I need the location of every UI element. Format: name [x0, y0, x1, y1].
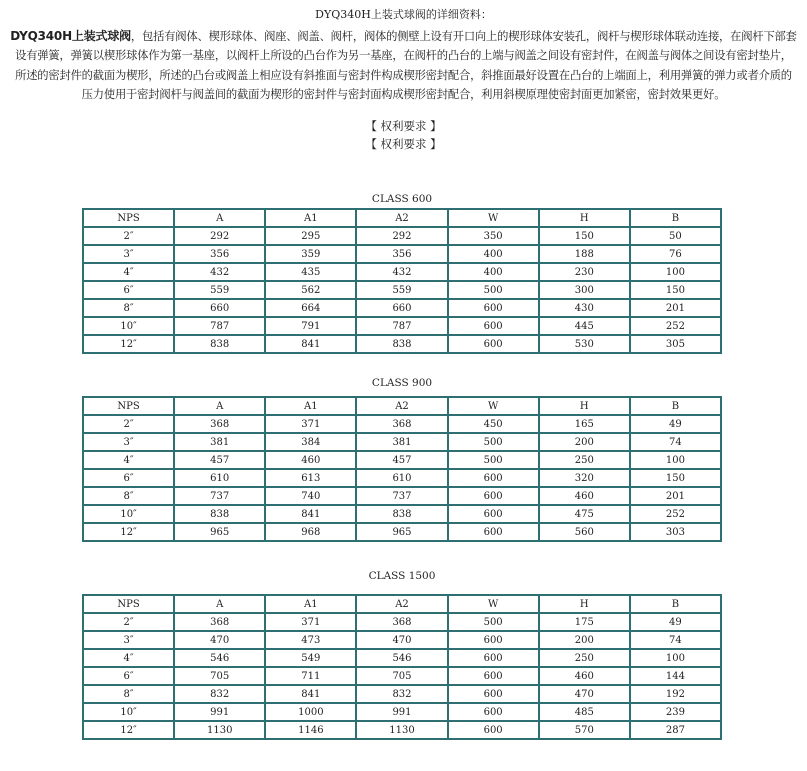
table-cell: 664: [265, 299, 356, 317]
table-cell: 470: [174, 631, 265, 649]
column-header: W: [448, 209, 539, 227]
table-cell: 613: [265, 469, 356, 487]
table-row: [83, 451, 721, 469]
table-cell: 600: [448, 523, 539, 541]
table-row: [83, 487, 721, 505]
class-600-caption: CLASS 600: [371, 193, 433, 205]
table-row: [83, 523, 721, 541]
table-cell: 4″: [83, 263, 174, 281]
table-cell: 100: [630, 451, 721, 469]
table-cell: 500: [448, 281, 539, 299]
table-cell: 252: [630, 317, 721, 335]
table-cell: 610: [174, 469, 265, 487]
column-header: NPS: [83, 397, 174, 415]
table-cell: 200: [539, 631, 630, 649]
table-row: [83, 721, 721, 739]
table-cell: 530: [539, 335, 630, 353]
table-cell: 6″: [83, 469, 174, 487]
table-cell: 450: [448, 415, 539, 433]
table-cell: 838: [174, 505, 265, 523]
table-cell: 560: [539, 523, 630, 541]
column-header: NPS: [83, 595, 174, 613]
table-row: [83, 613, 721, 631]
table-cell: 400: [448, 263, 539, 281]
product-name: DYQ340H上装式球阀: [10, 29, 131, 43]
rights-link-2[interactable]: 【 权利要求 】: [365, 137, 442, 151]
table-cell: 356: [174, 245, 265, 263]
table-row: [83, 317, 721, 335]
table-cell: 430: [539, 299, 630, 317]
class-600-table: [82, 208, 722, 354]
table-cell: 4″: [83, 451, 174, 469]
table-cell: 292: [174, 227, 265, 245]
table-cell: 600: [448, 721, 539, 739]
table-cell: 50: [630, 227, 721, 245]
table-cell: 787: [174, 317, 265, 335]
table-row: [83, 631, 721, 649]
table-cell: 6″: [83, 667, 174, 685]
table-cell: 188: [539, 245, 630, 263]
table-cell: 470: [539, 685, 630, 703]
table-cell: 6″: [83, 281, 174, 299]
table-row: [83, 281, 721, 299]
table-cell: 968: [265, 523, 356, 541]
table-cell: 991: [174, 703, 265, 721]
table-cell: 320: [539, 469, 630, 487]
table-cell: 10″: [83, 505, 174, 523]
table-cell: 165: [539, 415, 630, 433]
table-cell: 2″: [83, 227, 174, 245]
table-cell: 150: [539, 227, 630, 245]
table-cell: 737: [174, 487, 265, 505]
table-cell: 3″: [83, 433, 174, 451]
table-cell: 838: [356, 335, 447, 353]
table-row: [83, 649, 721, 667]
table-cell: 485: [539, 703, 630, 721]
table-cell: 100: [630, 649, 721, 667]
class-900-caption: CLASS 900: [371, 377, 433, 389]
table-cell: 150: [630, 469, 721, 487]
table-row: [83, 335, 721, 353]
table-cell: 600: [448, 487, 539, 505]
table-cell: 287: [630, 721, 721, 739]
table-cell: 991: [356, 703, 447, 721]
table-cell: 838: [174, 335, 265, 353]
table-cell: 457: [174, 451, 265, 469]
table-cell: 1130: [174, 721, 265, 739]
table-cell: 460: [539, 487, 630, 505]
table-cell: 1130: [356, 721, 447, 739]
table-cell: 8″: [83, 299, 174, 317]
table-row: [83, 433, 721, 451]
table-cell: 300: [539, 281, 630, 299]
table-cell: 3″: [83, 631, 174, 649]
column-header: A1: [265, 595, 356, 613]
table-cell: 737: [356, 487, 447, 505]
table-cell: 295: [265, 227, 356, 245]
table-cell: 705: [174, 667, 265, 685]
table-cell: 12″: [83, 335, 174, 353]
table-cell: 562: [265, 281, 356, 299]
table-header-row: [83, 397, 721, 415]
table-cell: 473: [265, 631, 356, 649]
table-row: [83, 505, 721, 523]
table-cell: 4″: [83, 649, 174, 667]
table-cell: 600: [448, 667, 539, 685]
table-cell: 1146: [265, 721, 356, 739]
table-row: [83, 245, 721, 263]
column-header: A2: [356, 209, 447, 227]
table-cell: 381: [174, 433, 265, 451]
table-cell: 368: [174, 415, 265, 433]
table-cell: 600: [448, 317, 539, 335]
column-header: A2: [356, 397, 447, 415]
table-cell: 610: [356, 469, 447, 487]
column-header: A: [174, 397, 265, 415]
column-header: H: [539, 595, 630, 613]
table-cell: 74: [630, 433, 721, 451]
table-cell: 384: [265, 433, 356, 451]
column-header: A2: [356, 595, 447, 613]
class-1500-caption: CLASS 1500: [368, 570, 436, 582]
class-900-table: [82, 396, 722, 542]
table-cell: 292: [356, 227, 447, 245]
table-cell: 965: [174, 523, 265, 541]
column-header: B: [630, 595, 721, 613]
column-header: B: [630, 209, 721, 227]
table-cell: 546: [356, 649, 447, 667]
table-cell: 787: [356, 317, 447, 335]
table-row: [83, 667, 721, 685]
table-cell: 368: [356, 613, 447, 631]
column-header: H: [539, 209, 630, 227]
table-cell: 841: [265, 685, 356, 703]
table-cell: 546: [174, 649, 265, 667]
table-cell: 500: [448, 433, 539, 451]
table-cell: 76: [630, 245, 721, 263]
table-cell: 500: [448, 451, 539, 469]
table-cell: 10″: [83, 317, 174, 335]
table-cell: 600: [448, 469, 539, 487]
table-cell: 74: [630, 631, 721, 649]
table-cell: 600: [448, 299, 539, 317]
table-cell: 600: [448, 631, 539, 649]
table-cell: 445: [539, 317, 630, 335]
table-cell: 841: [265, 335, 356, 353]
table-cell: 460: [265, 451, 356, 469]
table-cell: 2″: [83, 415, 174, 433]
table-cell: 49: [630, 613, 721, 631]
table-cell: 838: [356, 505, 447, 523]
table-cell: 144: [630, 667, 721, 685]
column-header: A: [174, 209, 265, 227]
table-cell: 841: [265, 505, 356, 523]
table-cell: 8″: [83, 685, 174, 703]
table-cell: 368: [356, 415, 447, 433]
table-cell: 660: [174, 299, 265, 317]
column-header: NPS: [83, 209, 174, 227]
table-row: [83, 415, 721, 433]
table-cell: 600: [448, 505, 539, 523]
table-cell: 740: [265, 487, 356, 505]
table-cell: 381: [356, 433, 447, 451]
column-header: A: [174, 595, 265, 613]
table-cell: 400: [448, 245, 539, 263]
table-cell: 1000: [265, 703, 356, 721]
table-cell: 252: [630, 505, 721, 523]
column-header: W: [448, 397, 539, 415]
table-cell: 305: [630, 335, 721, 353]
class-1500-table: [82, 594, 722, 740]
table-cell: 600: [448, 703, 539, 721]
table-cell: 175: [539, 613, 630, 631]
page-heading: DYQ340H上装式球阀的详细资料：: [315, 8, 492, 21]
table-cell: 600: [448, 335, 539, 353]
product-description: [10, 27, 797, 104]
table-row: [83, 469, 721, 487]
table-cell: 460: [539, 667, 630, 685]
column-header: W: [448, 595, 539, 613]
table-cell: 12″: [83, 523, 174, 541]
table-cell: 12″: [83, 721, 174, 739]
table-cell: 432: [356, 263, 447, 281]
table-cell: 570: [539, 721, 630, 739]
table-cell: 660: [356, 299, 447, 317]
table-cell: 832: [174, 685, 265, 703]
rights-link-1[interactable]: 【 权利要求 】: [365, 119, 442, 133]
table-cell: 711: [265, 667, 356, 685]
table-cell: 705: [356, 667, 447, 685]
table-cell: 470: [356, 631, 447, 649]
table-cell: 791: [265, 317, 356, 335]
table-cell: 371: [265, 415, 356, 433]
table-cell: 239: [630, 703, 721, 721]
table-cell: 559: [356, 281, 447, 299]
table-cell: 600: [448, 685, 539, 703]
table-cell: 49: [630, 415, 721, 433]
column-header: A1: [265, 209, 356, 227]
table-cell: 832: [356, 685, 447, 703]
table-cell: 2″: [83, 613, 174, 631]
table-cell: 250: [539, 649, 630, 667]
table-cell: 432: [174, 263, 265, 281]
table-cell: 201: [630, 299, 721, 317]
table-cell: 250: [539, 451, 630, 469]
table-cell: 303: [630, 523, 721, 541]
column-header: H: [539, 397, 630, 415]
table-row: [83, 263, 721, 281]
table-cell: 359: [265, 245, 356, 263]
table-row: [83, 299, 721, 317]
table-cell: 100: [630, 263, 721, 281]
table-cell: 192: [630, 685, 721, 703]
table-cell: 8″: [83, 487, 174, 505]
table-row: [83, 227, 721, 245]
table-cell: 3″: [83, 245, 174, 263]
table-cell: 356: [356, 245, 447, 263]
table-cell: 500: [448, 613, 539, 631]
column-header: B: [630, 397, 721, 415]
table-cell: 201: [630, 487, 721, 505]
table-cell: 371: [265, 613, 356, 631]
table-cell: 559: [174, 281, 265, 299]
table-cell: 435: [265, 263, 356, 281]
table-row: [83, 703, 721, 721]
column-header: A1: [265, 397, 356, 415]
table-header-row: [83, 209, 721, 227]
table-cell: 600: [448, 649, 539, 667]
table-cell: 350: [448, 227, 539, 245]
table-cell: 965: [356, 523, 447, 541]
table-cell: 10″: [83, 703, 174, 721]
table-cell: 150: [630, 281, 721, 299]
table-row: [83, 685, 721, 703]
table-cell: 368: [174, 613, 265, 631]
table-header-row: [83, 595, 721, 613]
table-cell: 475: [539, 505, 630, 523]
table-cell: 230: [539, 263, 630, 281]
table-cell: 549: [265, 649, 356, 667]
table-cell: 457: [356, 451, 447, 469]
table-cell: 200: [539, 433, 630, 451]
description-text: ，包括有阀体、楔形球体、阀座、阀盖、阀杆，阀体的侧壁上设有开口向上的楔形球体安装孔，阀杆与楔形球体联动连接，在阀杆下部套设有弹簧，弹簧以楔形球体作为第一基座，以阀杆上所设的凸台作为另一基座，在阀杆的凸台的上端与阀盖之间设有密封件，在阀盖与阀体之间设有密封垫片，所述的密封件的截面为楔形，所述的凸台或阀盖上相应设有斜推面与密封件构成楔形密封配合，斜推面最好设置在凸台的上端面上，利用弹簧的弹力或者介质的压力使用于密封阀杆与阀盖间的截面为楔形的密封件与密封面构成楔形密封配合，利用斜楔原理使密封面更加紧密，密封效果更好。: [15, 30, 797, 101]
